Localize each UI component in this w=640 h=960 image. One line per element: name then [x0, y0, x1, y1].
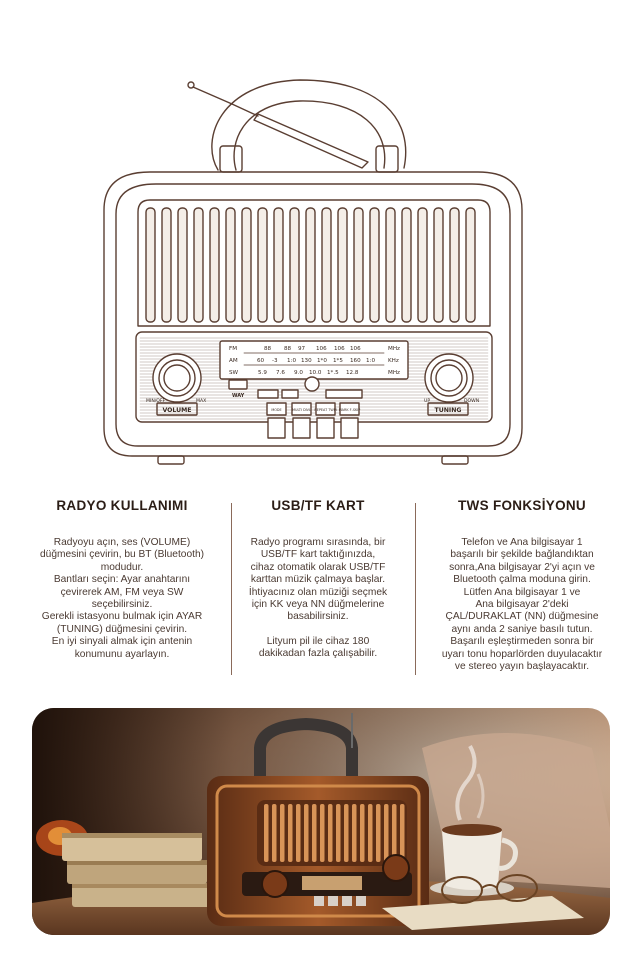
photo-grille-slat [272, 804, 277, 862]
scale-am-mark: 160 [350, 358, 361, 364]
volume-knob [153, 354, 201, 402]
photo-grille-slat [320, 804, 325, 862]
scale-fm-mark: 88 [284, 346, 292, 352]
scale-fm-mark: 106 [334, 346, 345, 352]
tuning-knob [425, 354, 473, 402]
column-title: USB/TF KART [271, 498, 365, 513]
grille-slat [162, 208, 171, 322]
scale-sw-label: SW [229, 370, 239, 376]
tuning-label: TUNING [434, 407, 462, 414]
photo-grille-slat [344, 804, 349, 862]
grille-slat [210, 208, 219, 322]
grille-slat [306, 208, 315, 322]
volume-label: VOLUME [162, 407, 192, 414]
column-tws [412, 498, 632, 673]
scale-am-label: AM [229, 358, 238, 364]
way-label: WAY [232, 393, 245, 399]
column-title: RADYO KULLANIMI [56, 498, 188, 513]
column-usb-tf [220, 498, 416, 661]
mode-button-label: MODE [271, 408, 282, 412]
photo-grille-slat [304, 804, 309, 862]
scale-am-mark: 1:0 [366, 358, 376, 364]
grille-slat [450, 208, 459, 322]
column-paragraph: Telefon ve Ana bilgisayar 1 başarılı bir şekilde bağlandıktan sonra,Ana bilgisayar 2'yi açın ve Bluetooth çalma moduna girin. Lütfen Ana bilgisayar 1 ve Ana bilgisayar 2'deki ÇAL/DURAKLAT (NN) düğmesine aynı anda 2 saniye basılı tutun. Başarılı eşleştirmeden sonra bir uyarı tonu hoparlörden duyulacaktır ve stereo yayın başlayacaktır. [441, 537, 603, 673]
usb-port [229, 380, 247, 389]
tuning-up-label: UP [424, 399, 431, 404]
scale-sw-mark: 10.0 [309, 370, 322, 376]
speaker-grille [138, 200, 490, 326]
scale-fm-mark: 97 [298, 346, 306, 352]
photo-radio [207, 776, 429, 926]
volume-max-label: MAX [196, 399, 207, 404]
books [62, 833, 212, 907]
grille-slat [434, 208, 443, 322]
scale-sw-mark: 12.8 [346, 370, 359, 376]
photo-grille-slat [368, 804, 373, 862]
grille-slat [194, 208, 203, 322]
grille-slat [290, 208, 299, 322]
scale-fm-unit: MHz [388, 346, 400, 352]
scale-sw-mark: 5.9 [258, 370, 267, 376]
scale-fm-mark: 106 [316, 346, 327, 352]
photo-grille-slat [392, 804, 397, 862]
photo-grille-slat [288, 804, 293, 862]
scale-am-mark: 1:0 [287, 358, 297, 364]
grille-slat [386, 208, 395, 322]
mark-button-label: MARK F-SKIP [338, 408, 361, 412]
scale-am-mark: 1*5 [333, 358, 343, 364]
scale-sw-mark: 7.6 [276, 370, 285, 376]
photo-grille-slat [376, 804, 381, 862]
grille-slat [258, 208, 267, 322]
photo-grille-slat [312, 804, 317, 862]
photo-grille-slat [400, 804, 405, 862]
antenna [188, 82, 368, 168]
scale-sw-mark: 9.0 [294, 370, 303, 376]
column-title: TWS FONKSİYONU [458, 498, 586, 513]
band-selector [305, 377, 319, 391]
radio-lifestyle-photo [32, 708, 610, 935]
scale-am-mark: -3 [272, 358, 278, 364]
column-paragraph: Radyoyu açın, ses (VOLUME) düğmesini çevirin, bu BT (Bluetooth) modudur. Bantları seçin: Ayar anahtarını çevirerek AM, FM veya SW seçebilirsiniz. Gerekli istasyonu bulmak için AYAR (TUNING) düğmesini çevirin. En iyi sinyali almak için antenin konumunu ayarlayın. [39, 537, 205, 660]
grille-slat [146, 208, 155, 322]
radio-line-drawing [0, 60, 640, 480]
grille-slat [418, 208, 427, 322]
column-paragraph: Radyo programı sırasında, bir USB/TF kart taktığınızda, cihaz otomatik olarak USB/TF karttan müzik çalmaya başlar. İhtiyacınız olan müziği seçmek için KK veya NN düğmelerine basabilirsiniz. [248, 537, 388, 623]
grille-slat [466, 208, 475, 322]
scale-fm-mark: 88 [264, 346, 272, 352]
repeat-button-label: REPEAT TWM [314, 408, 337, 412]
column-paragraph: Lityum pil ile cihaz 180 dakikadan fazla çalışabilir. [258, 635, 378, 660]
scale-am-mark: 1*0 [317, 358, 327, 364]
scale-am-unit: KHz [388, 358, 399, 364]
grille-slat [338, 208, 347, 322]
photo-grille-slat [384, 804, 389, 862]
scale-am-mark: 60 [257, 358, 265, 364]
volume-min-label: MIN/OFF [146, 399, 166, 404]
column-radio-usage [22, 498, 222, 661]
scale-fm-label: FM [229, 346, 238, 352]
multi-button-label: MULTI DIVL [292, 408, 311, 412]
grille-slat [178, 208, 187, 322]
photo-grille-slat [328, 804, 333, 862]
scale-am-mark: 130 [301, 358, 312, 364]
grille-slat [402, 208, 411, 322]
grille-slat [370, 208, 379, 322]
photo-grille-slat [296, 804, 301, 862]
photo-grille-slat [336, 804, 341, 862]
scale-sw-unit: MHz [388, 370, 400, 376]
photo-grille-slat [352, 804, 357, 862]
photo-grille-slat [360, 804, 365, 862]
photo-grille-slat [264, 804, 269, 862]
grille-slat [322, 208, 331, 322]
grille-slat [226, 208, 235, 322]
photo-grille-slat [280, 804, 285, 862]
grille-slat [274, 208, 283, 322]
scale-fm-mark: 106 [350, 346, 361, 352]
tuning-down-label: DOWN [464, 399, 480, 404]
grille-slat [354, 208, 363, 322]
handle [212, 80, 406, 172]
grille-slat [242, 208, 251, 322]
scale-sw-mark: 1*.5 [327, 370, 339, 376]
